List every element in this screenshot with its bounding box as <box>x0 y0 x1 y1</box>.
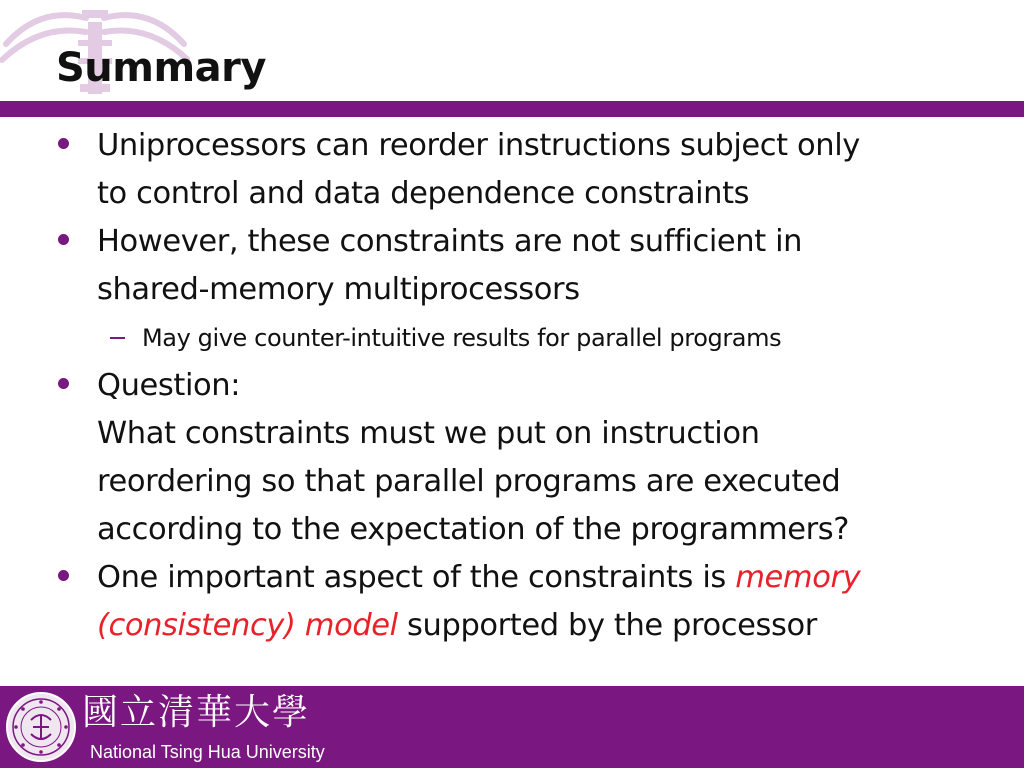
bullet-text: to control and data dependence constraints <box>97 176 750 211</box>
bullet-text: However, these constraints are not sufficient in <box>97 224 803 259</box>
bullet-dot-icon <box>58 138 69 149</box>
dash-icon <box>110 337 125 339</box>
sub-bullet-text: May give counter-intuitive results for parallel programs <box>142 324 782 352</box>
emphasis-text: memory <box>735 560 861 595</box>
bullet-text-plain: supported by the processor <box>397 608 817 643</box>
bullet-text: reordering so that parallel programs are executed <box>97 464 841 499</box>
bullet-text: What constraints must we put on instruction <box>97 416 760 451</box>
slide-title: Summary <box>56 45 266 91</box>
title-divider <box>0 101 1024 117</box>
bullet-text: Question: <box>97 368 241 403</box>
bullet-text <box>97 554 958 602</box>
bullet-text: according to the expectation of the programmers? <box>97 512 850 547</box>
sub-bullet-item <box>58 314 958 362</box>
bullet-item <box>58 362 958 554</box>
bullet-item <box>58 122 958 218</box>
bullet-text-plain: One important aspect of the constraints is <box>97 560 736 595</box>
bullet-dot-icon <box>58 234 69 245</box>
bullet-dot-icon <box>58 378 69 389</box>
university-english-name: National Tsing Hua University <box>90 742 325 762</box>
emphasis-text: (consistency) model <box>97 608 398 643</box>
bullet-item <box>58 554 958 650</box>
bullet-list <box>58 122 958 650</box>
university-seal-icon <box>4 690 78 764</box>
bullet-dot-icon <box>58 570 69 581</box>
university-chinese-name: 國立清華大學 <box>82 692 311 733</box>
bullet-text: Uniprocessors can reorder instructions subject only <box>97 128 860 163</box>
bullet-text <box>97 602 958 650</box>
bullet-text: shared-memory multiprocessors <box>97 272 580 307</box>
bullet-item <box>58 218 958 314</box>
